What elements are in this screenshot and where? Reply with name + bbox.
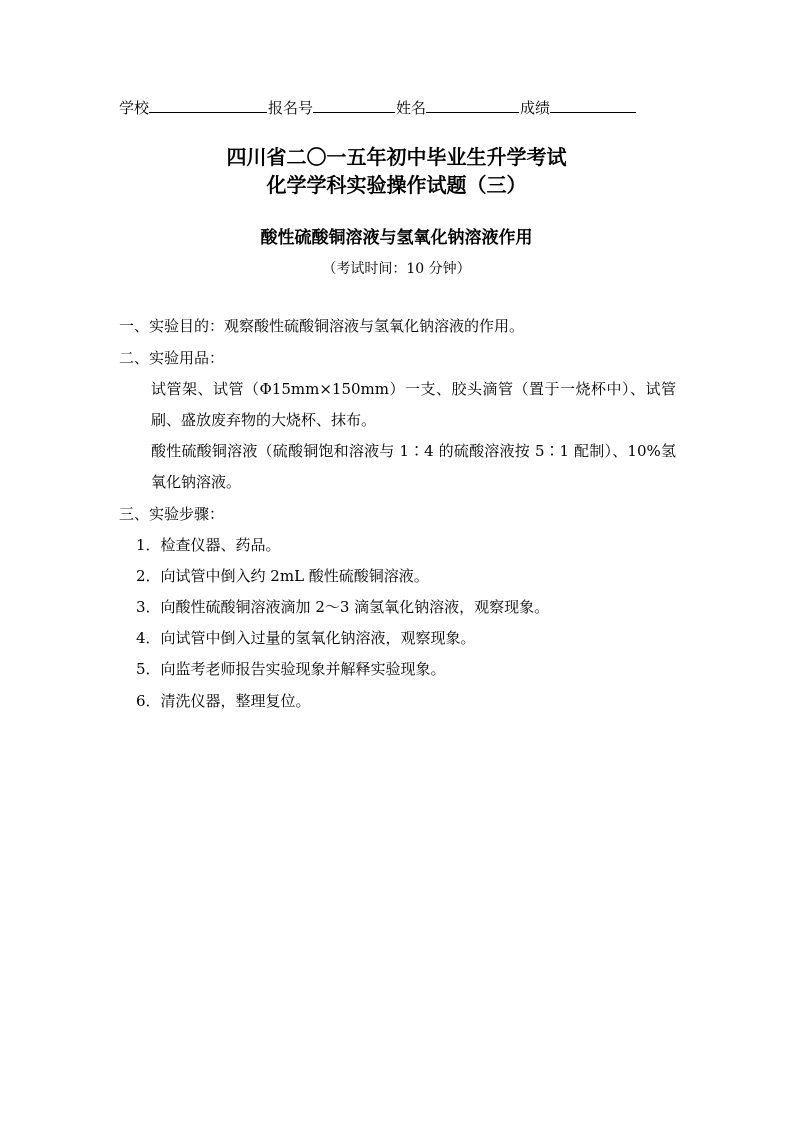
step-item: 1．检查仪器、药品。 (136, 536, 281, 554)
section-purpose: 一、实验目的：观察酸性硫酸铜溶液与氢氧化钠溶液的作用。 (119, 317, 525, 335)
step-item: 4．向试管中倒入过量的氢氧化钠溶液，观察现象。 (136, 629, 476, 647)
school-blank[interactable] (149, 96, 267, 113)
name-blank[interactable] (426, 96, 519, 113)
exam-time: （考试时间：10 分钟） (322, 261, 471, 277)
score-blank[interactable] (550, 96, 636, 113)
school-label: 学校 (119, 99, 150, 117)
section-steps-heading: 三、实验步骤： (119, 505, 225, 523)
score-label: 成绩 (520, 99, 551, 117)
step-item: 3．向酸性硫酸铜溶液滴加 2～3 滴氢氧化钠溶液，观察现象。 (136, 598, 550, 616)
materials-equipment: 试管架、试管（Φ15mm×150mm）一支、胶头滴管（置于一烧杯中）、试管刷、盛放废弃物的大烧杯、抹布。 (151, 380, 676, 429)
step-item: 6．清洗仪器，整理复位。 (136, 692, 311, 710)
exam-title: 四川省二〇一五年初中毕业生升学考试 (226, 145, 567, 169)
step-item: 2．向试管中倒入约 2mL 酸性硫酸铜溶液。 (136, 567, 429, 585)
step-item: 5．向监考老师报告实验现象并解释实验现象。 (136, 660, 446, 678)
candidate-info-line (119, 96, 637, 119)
registration-number-blank[interactable] (313, 96, 395, 113)
materials-reagents: 酸性硫酸铜溶液（硫酸铜饱和溶液与 1∶4 的硫酸溶液按 5∶1 配制）、10%氢氧化钠溶液。 (151, 442, 676, 491)
name-label: 姓名 (396, 99, 427, 117)
section-materials-heading: 二、实验用品： (119, 349, 225, 367)
exam-subject-title: 化学学科实验操作试题（三） (266, 173, 527, 197)
registration-number-label: 报名号 (268, 99, 314, 117)
experiment-title: 酸性硫酸铜溶液与氢氧化钠溶液作用 (260, 228, 533, 248)
